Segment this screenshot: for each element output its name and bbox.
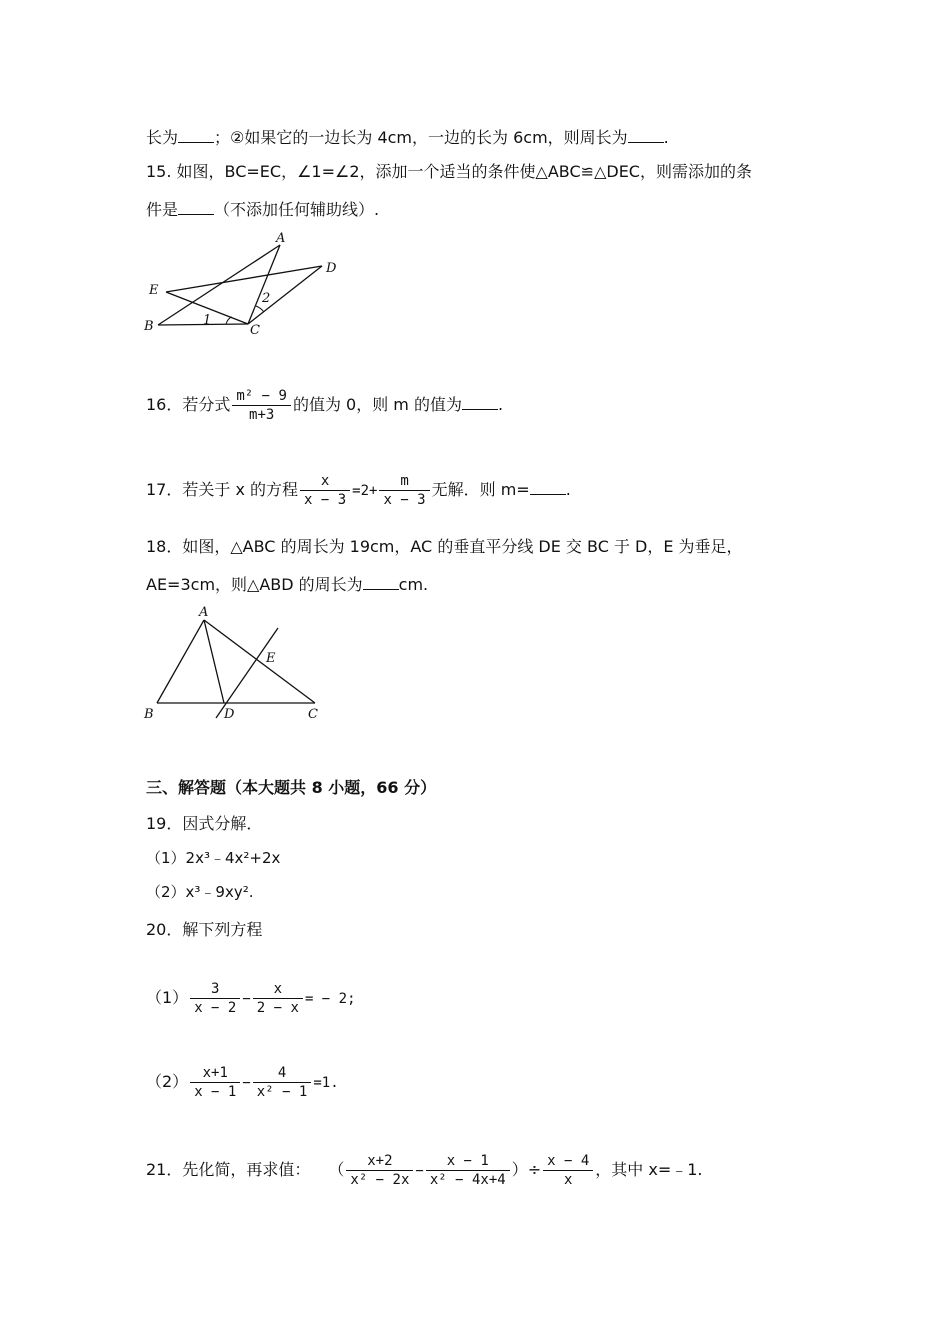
q17 bbox=[146, 470, 571, 511]
denominator: x² − 4x+4 bbox=[429, 1172, 506, 1188]
label-A: A bbox=[276, 231, 286, 246]
q21-prefix: 21．先化简，再求值： bbox=[146, 1160, 311, 1179]
q16-fraction bbox=[232, 387, 291, 424]
label-C: C bbox=[308, 707, 318, 722]
q19-part2: （2）x³﹣9xy². bbox=[146, 883, 254, 901]
numerator: x+1 bbox=[190, 1064, 240, 1083]
q21 bbox=[146, 1150, 703, 1191]
numerator: x − 4 bbox=[543, 1152, 593, 1171]
label-B: B bbox=[144, 707, 154, 722]
angle-2-arc bbox=[256, 306, 264, 312]
q14-tail bbox=[146, 128, 669, 148]
seg-ED bbox=[166, 266, 322, 292]
q18-line2 bbox=[146, 575, 428, 595]
q21-open-paren: （ bbox=[328, 1160, 345, 1179]
label-E: E bbox=[149, 283, 159, 298]
q15-text-a: 件是 bbox=[146, 200, 179, 219]
label-B: B bbox=[144, 319, 154, 334]
denominator: x² − 1 bbox=[256, 1084, 308, 1100]
q15-line2 bbox=[146, 200, 379, 220]
q17-fraction-1 bbox=[300, 472, 350, 509]
answer-blank bbox=[628, 128, 664, 143]
answer-blank bbox=[178, 200, 214, 215]
q20-p2-label: （2） bbox=[146, 1072, 189, 1091]
q18-text-b: cm. bbox=[398, 575, 429, 594]
q20-p1-label: （1） bbox=[146, 988, 189, 1007]
q20-p2-rhs: =1. bbox=[313, 1075, 339, 1091]
q17-f2-denominator: x − 3 bbox=[383, 492, 426, 508]
q15-text-b: （不添加任何辅助线）. bbox=[214, 200, 380, 219]
q17-f1-numerator: x bbox=[300, 472, 350, 491]
q17-f2-numerator: m bbox=[379, 472, 429, 491]
q20-p1-fraction-2 bbox=[253, 980, 303, 1017]
numerator: x bbox=[253, 980, 303, 999]
q21-suffix: ，其中 x=﹣1. bbox=[595, 1160, 703, 1179]
label-C: C bbox=[250, 323, 260, 338]
q17-fraction-2 bbox=[379, 472, 429, 509]
q19-part1: （1）2x³﹣4x²+2x bbox=[146, 849, 281, 867]
denominator: x − 1 bbox=[194, 1084, 237, 1100]
q21-fraction-3 bbox=[543, 1152, 593, 1189]
seg-AB bbox=[157, 620, 204, 703]
q14-text-2: ；②如果它的一边长为 4cm，一边的长为 6cm，则周长为 bbox=[214, 128, 628, 147]
denominator: x² − 2x bbox=[350, 1172, 410, 1188]
q14-text-3: . bbox=[663, 128, 669, 147]
label-D: D bbox=[224, 707, 235, 722]
minus-sign: − bbox=[415, 1163, 424, 1179]
answer-blank bbox=[530, 480, 566, 495]
numerator: x − 1 bbox=[426, 1152, 510, 1171]
q20-p1-fraction-1 bbox=[190, 980, 240, 1017]
q14-text-1: 长为 bbox=[146, 128, 179, 147]
q20-p2-fraction-1 bbox=[190, 1064, 240, 1101]
minus-sign: − bbox=[242, 991, 251, 1007]
q18-line1: 18．如图，△ABC 的周长为 19cm，AC 的垂直平分线 DE 交 BC 于 D，E 为垂足， bbox=[146, 537, 743, 556]
label-1: 1 bbox=[203, 313, 212, 328]
q17-f1-denominator: x − 3 bbox=[304, 492, 347, 508]
label-A: A bbox=[199, 605, 209, 620]
q20-part2 bbox=[146, 1062, 339, 1103]
answer-blank bbox=[462, 395, 498, 410]
q15-line1: 15. 如图，BC=EC，∠1=∠2，添加一个适当的条件使△ABC≌△DEC，则需添加的条 bbox=[146, 162, 752, 181]
q18-figure bbox=[140, 600, 340, 728]
q16-denominator: m+3 bbox=[249, 407, 275, 423]
q17-end: . bbox=[565, 480, 571, 499]
seg-perp-bisector bbox=[216, 628, 278, 718]
q20-title: 20．解下列方程 bbox=[146, 920, 263, 939]
numerator: x+2 bbox=[346, 1152, 413, 1171]
q17-mid: =2+ bbox=[352, 483, 378, 499]
denominator: x bbox=[563, 1172, 573, 1188]
label-D: D bbox=[326, 261, 337, 276]
q20-p1-rhs: = − 2; bbox=[304, 991, 356, 1007]
q15-figure bbox=[140, 228, 350, 338]
q16-prefix: 16．若分式 bbox=[146, 395, 231, 414]
q21-close-div: ）÷ bbox=[511, 1160, 542, 1179]
section3-title: 三、解答题（本大题共 8 小题，66 分） bbox=[146, 778, 437, 797]
q21-fraction-1 bbox=[346, 1152, 413, 1189]
answer-blank bbox=[363, 575, 399, 590]
q16-end: . bbox=[497, 395, 504, 414]
q16-numerator: m² − 9 bbox=[232, 387, 291, 406]
q19-title: 19．因式分解． bbox=[146, 814, 263, 833]
q16 bbox=[146, 385, 503, 425]
denominator: 2 − x bbox=[256, 1000, 299, 1016]
q20-p2-fraction-2 bbox=[253, 1064, 312, 1101]
q16-suffix: 的值为 0，则 m 的值为 bbox=[292, 395, 462, 414]
minus-sign: − bbox=[242, 1075, 251, 1091]
q21-fraction-2 bbox=[426, 1152, 510, 1189]
q18-text-a: AE=3cm，则△ABD 的周长为 bbox=[146, 575, 363, 594]
denominator: x − 2 bbox=[194, 1000, 237, 1016]
numerator: 4 bbox=[253, 1064, 312, 1083]
label-E: E bbox=[266, 651, 276, 666]
numerator: 3 bbox=[190, 980, 240, 999]
q20-part1 bbox=[146, 978, 356, 1019]
q17-prefix: 17．若关于 x 的方程 bbox=[146, 480, 299, 499]
q17-suffix: 无解．则 m= bbox=[431, 480, 530, 499]
label-2: 2 bbox=[262, 291, 271, 306]
answer-blank bbox=[178, 128, 214, 143]
